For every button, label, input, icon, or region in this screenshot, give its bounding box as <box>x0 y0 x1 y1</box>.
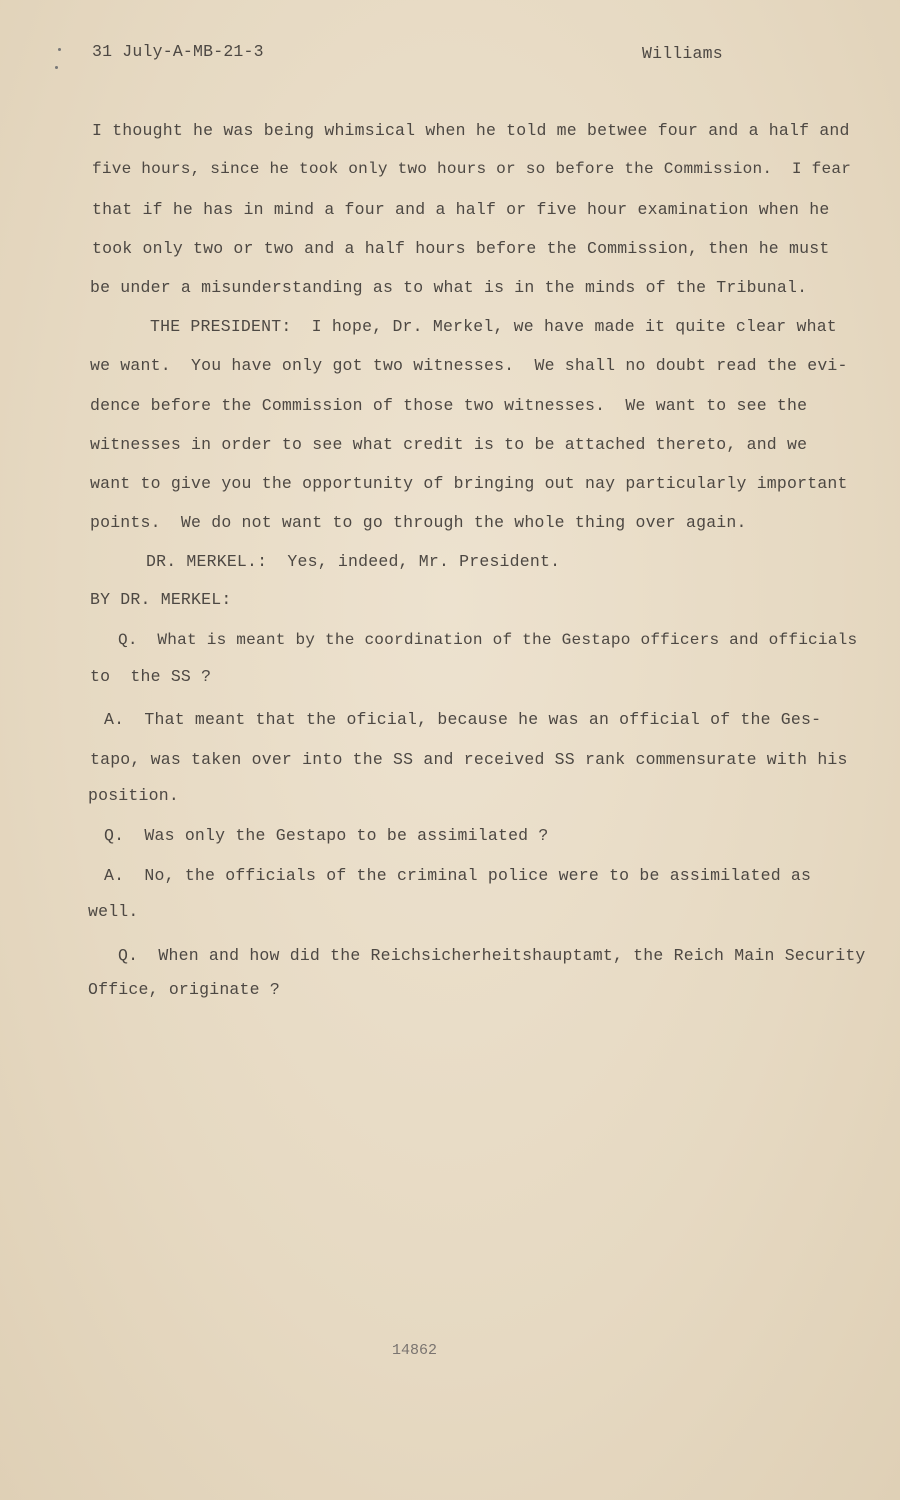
text-line: well. <box>88 902 139 921</box>
text-line: tapo, was taken over into the SS and received SS rank commensurate with his <box>90 750 848 769</box>
text-line: to the SS ? <box>90 667 212 686</box>
text-line: five hours, since he took only two hours or so before the Commission. I fear <box>92 160 852 178</box>
margin-mark <box>58 48 61 51</box>
question-line: Q. When and how did the Reichsicherheitshauptamt, the Reich Main Security <box>118 946 866 965</box>
text-line: position. <box>88 786 179 805</box>
margin-mark <box>55 66 58 69</box>
author-name: Williams <box>642 44 723 63</box>
answer-line: A. No, the officials of the criminal police were to be assimilated as <box>104 866 812 885</box>
question-line: Q. What is meant by the coordination of the Gestapo officers and officials <box>118 631 858 649</box>
text-line: that if he has in mind a four and a half or five hour examination when he <box>92 200 830 219</box>
text-line: THE PRESIDENT: I hope, Dr. Merkel, we have made it quite clear what <box>150 317 837 336</box>
text-line: dence before the Commission of those two witnesses. We want to see the <box>90 396 808 415</box>
text-line: witnesses in order to see what credit is to be attached thereto, and we <box>90 435 808 454</box>
answer-line: A. That meant that the oficial, because he was an official of the Ges- <box>104 710 822 729</box>
page-number: 14862 <box>392 1342 438 1359</box>
document-reference: 31 July-A-MB-21-3 <box>92 42 264 61</box>
text-line: Office, originate ? <box>88 980 280 999</box>
question-line: Q. Was only the Gestapo to be assimilated ? <box>104 826 549 845</box>
text-line: points. We do not want to go through the whole thing over again. <box>90 513 747 532</box>
text-line: we want. You have only got two witnesses. We shall no doubt read the evi- <box>90 356 848 375</box>
text-line: I thought he was being whimsical when he told me betwee four and a half and <box>92 121 850 140</box>
text-line: want to give you the opportunity of bringing out nay particularly important <box>90 474 848 493</box>
examination-heading: BY DR. MERKEL: <box>90 590 232 609</box>
text-line: took only two or two and a half hours before the Commission, then he must <box>92 239 830 258</box>
speaker-line: DR. MERKEL.: Yes, indeed, Mr. President. <box>146 552 561 571</box>
text-line: be under a misunderstanding as to what is in the minds of the Tribunal. <box>90 278 808 297</box>
